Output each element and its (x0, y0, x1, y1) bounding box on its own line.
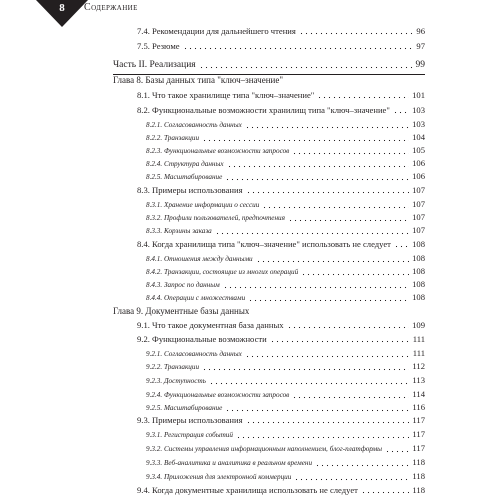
toc-entry-section (137, 333, 425, 346)
dot-leader (299, 32, 414, 35)
toc-entry-page: 103 (412, 119, 425, 129)
dot-leader (202, 368, 409, 371)
toc-entry-label: 9.3.3. Веб-аналитика и аналитика в реальном времени (146, 459, 313, 467)
dot-leader (394, 245, 409, 248)
toc-entry-page: 118 (412, 457, 425, 467)
dot-leader (301, 273, 409, 276)
toc-entry-sub (146, 198, 425, 212)
dot-leader (183, 47, 414, 50)
dot-leader (288, 219, 409, 222)
toc-entry-page: 103 (412, 105, 425, 115)
running-head: Содержание (84, 2, 138, 13)
dot-leader (361, 491, 410, 494)
toc-entry-chapter (113, 74, 283, 87)
toc-entry-page: 99 (415, 60, 425, 70)
dot-leader (262, 206, 409, 209)
toc-entry-label: 8.4. Когда хранилища типа "ключ–значение" использовать не следует (137, 239, 391, 249)
toc-entry-label: Глава 8. Базы данных типа "ключ–значение" (113, 75, 283, 85)
dot-leader (236, 436, 409, 439)
toc-entry-section (137, 89, 425, 102)
toc-entry-label: 8.3. Примеры использования (137, 185, 243, 195)
toc-entry-page: 96 (416, 26, 425, 36)
toc-entry-page: 108 (412, 253, 425, 263)
dot-leader (292, 396, 409, 399)
toc-entry-label: 8.2. Функциональные возможности хранилищ типа "ключ–значение" (137, 105, 390, 115)
page-number: 8 (59, 2, 65, 14)
toc-entry-sub (146, 456, 425, 470)
dot-leader (246, 191, 410, 194)
toc-entry-page: 107 (412, 225, 425, 235)
dot-leader (199, 66, 413, 69)
dot-leader (385, 450, 409, 453)
toc-entry-page: 101 (412, 90, 425, 100)
toc-entry-section (137, 414, 425, 427)
toc-entry-page: 97 (416, 41, 425, 51)
toc-entry-page: 113 (412, 375, 425, 385)
dot-leader (209, 382, 409, 385)
toc-entry-label: 8.1. Что такое хранилище типа "ключ–значение" (137, 90, 315, 100)
toc-entry-label: 8.4.3. Запрос по данным (146, 281, 220, 289)
toc-entry-page: 108 (412, 239, 425, 249)
toc-entry-page: 117 (412, 415, 425, 425)
toc-entry-page: 105 (412, 145, 425, 155)
toc-entry-sub (146, 265, 425, 279)
toc-entry-label: 8.3.1. Хранение информации о сессии (146, 201, 260, 209)
dot-leader (393, 111, 409, 114)
toc-entry-page: 112 (412, 361, 425, 371)
toc-entry-label: 9.4. Когда документные хранилища использовать не следует (137, 485, 358, 495)
dot-leader (245, 355, 410, 358)
dot-leader (287, 326, 410, 329)
toc-entry-section (137, 184, 425, 197)
dot-leader (225, 409, 409, 412)
toc-entry-page: 106 (412, 158, 425, 168)
toc-entry-page: 118 (412, 485, 425, 495)
toc-entry-label: 9.3.2. Системы управления информационным наполнением, блог-платформы (146, 445, 382, 453)
dot-leader (294, 478, 409, 481)
dot-leader (245, 126, 409, 129)
toc-entry-page: 111 (412, 348, 425, 358)
toc-entry-sub (146, 374, 425, 388)
toc-entry-label: 8.2.4. Структура данных (146, 160, 224, 168)
dot-leader (215, 232, 409, 235)
toc-entry-page: 108 (412, 279, 425, 289)
toc-entry-label: 9.2.2. Транзакции (146, 363, 200, 371)
toc-entry-label: 9.3. Примеры использования (137, 415, 243, 425)
toc-entry-page: 117 (412, 443, 425, 453)
toc-entry-label: 8.3.2. Профили пользователей, предпочтения (146, 214, 285, 222)
toc-entry-page: 108 (412, 292, 425, 302)
toc-entry-label: 8.2.3. Функциональные возможности запросов (146, 147, 290, 155)
toc-entry-page: 106 (412, 171, 425, 181)
toc-entry-sub (146, 157, 425, 171)
toc-entry-sub (146, 131, 425, 145)
toc-entry-sub (146, 224, 425, 238)
dot-leader (292, 152, 409, 155)
toc-entry-sub (146, 347, 425, 361)
toc-entry-section (137, 484, 425, 497)
toc-entry-sub (146, 470, 425, 484)
toc-entry-label: 9.2.1. Согласованность данных (146, 350, 242, 358)
dot-leader (227, 165, 410, 168)
toc-entry-section (137, 40, 425, 53)
toc-entry-label: 9.2.5. Масштабирование (146, 404, 223, 412)
toc-entry-part (113, 59, 425, 72)
dot-leader (270, 340, 410, 343)
toc-entry-label: 9.2.3. Доступность (146, 377, 206, 385)
toc-entry-sub (146, 291, 425, 305)
toc-entry-sub (146, 442, 425, 456)
toc-entry-label: 8.2.5. Масштабирование (146, 173, 223, 181)
toc-entry-label: 9.3.4. Приложения для электронной коммерции (146, 473, 292, 481)
toc-entry-label: 7.4. Рекомендации для дальнейшего чтения (137, 26, 296, 36)
dot-leader (317, 96, 409, 99)
toc-entry-sub (146, 144, 425, 158)
toc-entry-page: 118 (412, 471, 425, 481)
toc-entry-sub (146, 118, 425, 132)
toc-entry-sub (146, 388, 425, 402)
toc-entry-page: 109 (412, 320, 425, 330)
toc-entry-sub (146, 401, 425, 415)
toc-entry-sub (146, 211, 425, 225)
toc-entry-sub (146, 278, 425, 292)
dot-leader (248, 299, 409, 302)
toc-entry-label: 9.2. Функциональные возможности (137, 334, 267, 344)
toc-entry-label: 9.2.4. Функциональные возможности запросов (146, 391, 290, 399)
toc-entry-page: 108 (412, 266, 425, 276)
toc-entry-section (137, 25, 425, 38)
toc-entry-section (137, 238, 425, 251)
toc-entry-label: Часть II. Реализация (113, 60, 196, 70)
toc-entry-sub (146, 428, 425, 442)
toc-entry-page: 111 (412, 334, 425, 344)
toc-entry-label: 8.4.2. Транзакции, состоящие из многих операций (146, 268, 299, 276)
toc-entry-page: 116 (412, 402, 425, 412)
toc-entry-chapter (113, 305, 249, 318)
toc-entry-page: 117 (412, 429, 425, 439)
toc-entry-label: 9.1. Что такое документная база данных (137, 320, 284, 330)
toc-entry-label: 8.4.1. Отношения между данными (146, 255, 253, 263)
toc-entry-label: 7.5. Резюме (137, 41, 180, 51)
dot-leader (202, 139, 409, 142)
toc-entry-label: 8.3.3. Корзины заказа (146, 227, 212, 235)
toc-entry-label: 8.2.2. Транзакции (146, 134, 200, 142)
dot-leader (223, 286, 409, 289)
toc-entry-section (137, 104, 425, 117)
toc-entry-label: 8.2.1. Согласованность данных (146, 121, 242, 129)
toc-entry-label: 9.3.1. Регистрация событий (146, 431, 233, 439)
toc-entry-label: 8.4.4. Операции с множествами (146, 294, 246, 302)
toc-entry-sub (146, 252, 425, 266)
toc-entry-page: 104 (412, 132, 425, 142)
toc-entry-page: 107 (412, 212, 425, 222)
dot-leader (246, 421, 410, 424)
toc-entry-page: 114 (412, 389, 425, 399)
toc-entry-sub (146, 170, 425, 184)
toc-entry-sub (146, 360, 425, 374)
toc-entry-label: Глава 9. Документные базы данных (113, 306, 250, 316)
dot-leader (225, 178, 409, 181)
toc-entry-section (137, 319, 425, 332)
dot-leader (315, 464, 409, 467)
toc-entry-page: 107 (412, 199, 425, 209)
toc-entry-page: 107 (412, 185, 425, 195)
dot-leader (256, 260, 409, 263)
